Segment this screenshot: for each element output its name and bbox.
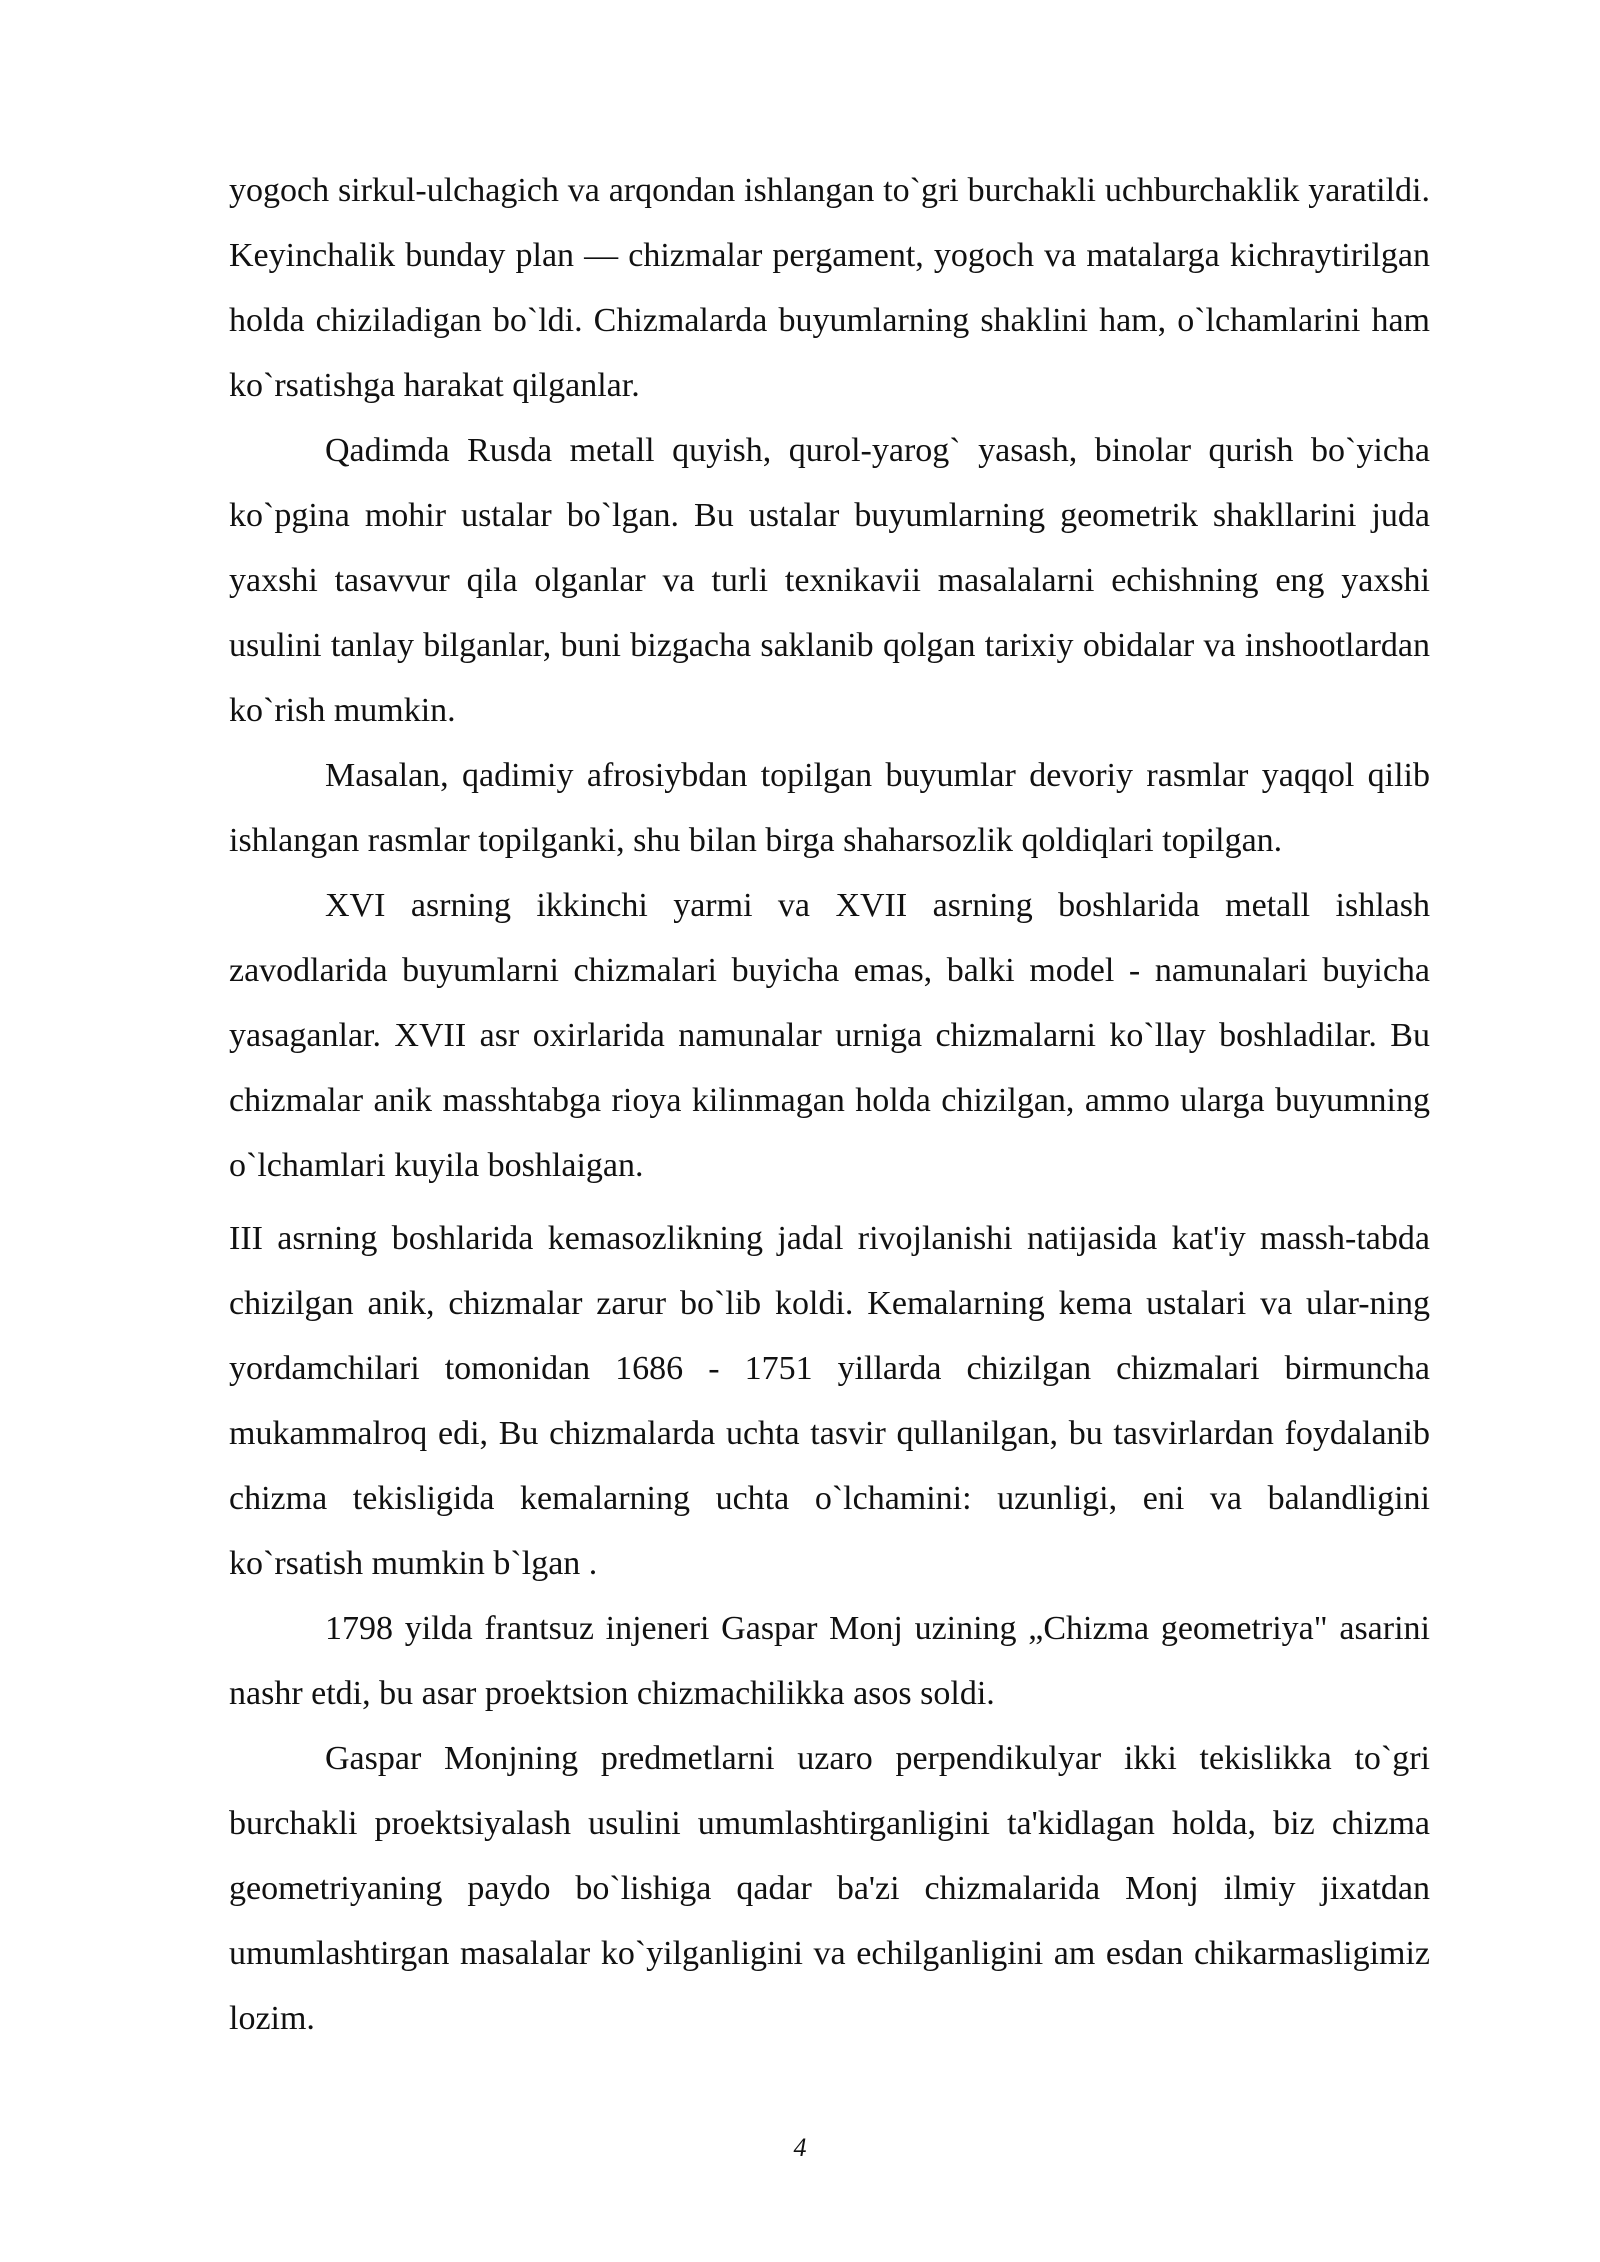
- paragraph-4: XVI asrning ikkinchi yarmi va XVII asrning boshlarida metall ishlash zavodlarida buyumlarni chizmalari buyicha emas, balki model - namunalari buyicha yasaganlar. XVII asr oxirlarida namunalar urniga chizmalarni ko`llay boshladilar. Bu chizmalar anik masshtabga rioya kilinmagan holda chizilgan, ammo ularga buyumning o`lchamlari kuyila boshlaigan.: [229, 887, 1430, 1184]
- paragraph-1: yogoch sirkul-ulchagich va arqondan ishlangan to`gri burchakli uchburchaklik yaratildi. Keyinchalik bunday plan — chizmalar pergament, yogoch va matalarga kichraytirilgan holda chiziladigan bo`ldi. Chizmalarda buyumlarning shaklini ham, o`lchamlarini ham ko`rsatishga harakat qilganlar.: [229, 172, 1430, 404]
- page-number: 4: [793, 2133, 807, 2162]
- paragraph-6: 1798 yilda frantsuz injeneri Gaspar Monj uzining „Chizma geometriya" asarini nashr etdi, bu asar proektsion chizmachilikka asos soldi.: [229, 1610, 1430, 1712]
- document-body: [229, 158, 1430, 2051]
- paragraph-3: Masalan, qadimiy afrosiybdan topilgan buyumlar devoriy rasmlar yaqqol qilib ishlangan rasmlar topilganki, shu bilan birga shaharsozlik qoldiqlari topilgan.: [229, 757, 1430, 859]
- paragraph-2: Qadimda Rusda metall quyish, qurol-yarog` yasash, binolar qurish bo`yicha ko`pgina mohir ustalar bo`lgan. Bu ustalar buyumlarning geometrik shakllarini juda yaxshi tasavvur qila olganlar va turli texnikavii masalalarni echishning eng yaxshi usulini tanlay bilganlar, buni bizgacha saklanib qolgan tarixiy obidalar va inshootlardan ko`rish mumkin.: [229, 432, 1430, 729]
- paragraph-5: III asrning boshlarida kemasozlikning jadal rivojlanishi natijasida kat'iy massh-tabda chizilgan anik, chizmalar zarur bo`lib koldi. Kemalarning kema ustalari va ular-ning yordamchilari tomonidan 1686 - 1751 yillarda chizilgan chizmalari birmuncha mukammalroq edi, Bu chizmalarda uchta tasvir qullanilgan, bu tasvirlardan foydalanib chizma tekisligida kemalarning uchta o`lchamini: uzunligi, eni va balandligini ko`rsatish mumkin b`lgan .: [229, 1220, 1430, 1582]
- paragraph-7: Gaspar Monjning predmetlarni uzaro perpendikulyar ikki tekislikka to`gri burchakli proektsiyalash usulini umumlashtirganligini ta'kidlagan holda, biz chizma geometriyaning paydo bo`lishiga qadar ba'zi chizmalarida Monj ilmiy jixatdan umumlashtirgan masalalar ko`yilganligini va echilganligini am esdan chikarmasligimiz lozim.: [229, 1740, 1430, 2037]
